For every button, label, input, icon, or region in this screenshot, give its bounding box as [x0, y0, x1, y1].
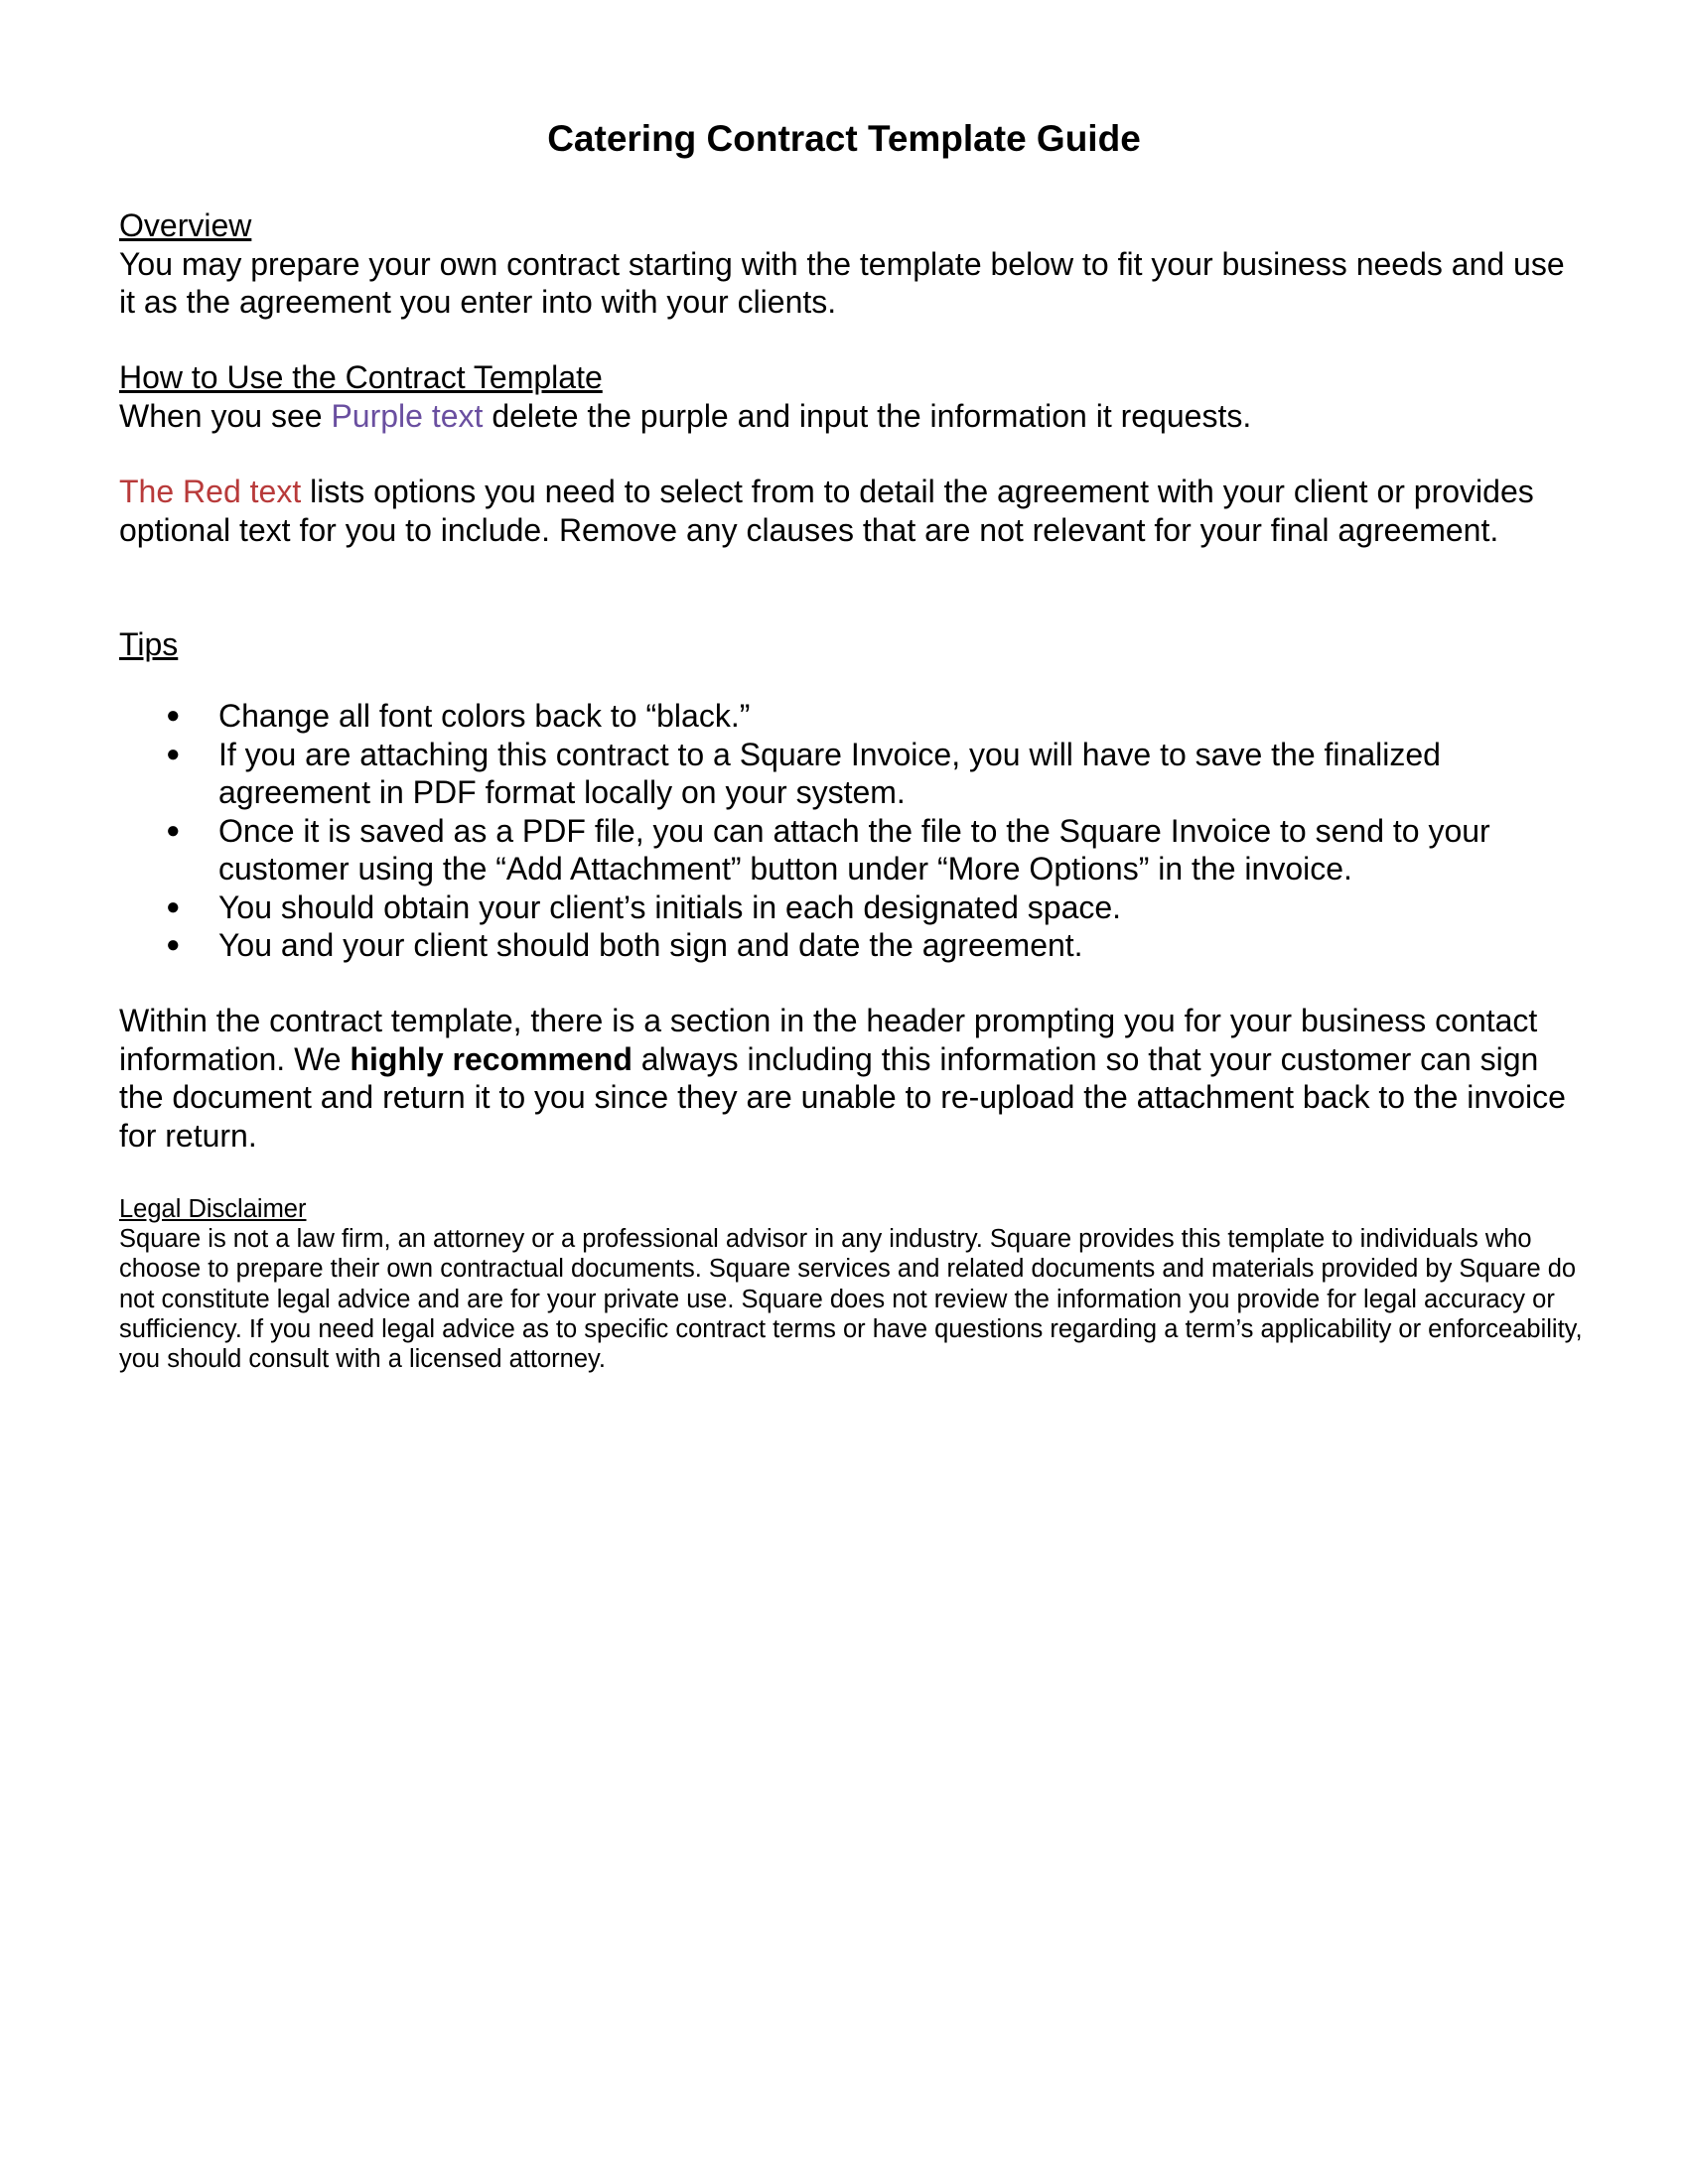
bullet-icon: ●: [166, 740, 181, 767]
red-rest-text: lists options you need to select from to detail the agreement with your client or provides optional text for you to include. Remove any clauses that are not relevant for your final agreement.: [119, 474, 1534, 548]
legal-disclaimer-text: Square is not a law firm, an attorney or a professional advisor in any industry. Square provides this template to individuals who choose to prepare their own contractual documents. Square services and related documents and materials provided by Square do not constitute legal advice and are for your private use. Square does not review the information you provide for legal accuracy or sufficiency. If you need legal advice as to specific contract terms or have questions regarding a term’s applicability or enforceability, you should consult with a licensed attorney.: [119, 1225, 1583, 1374]
purple-text-label: Purple text: [331, 397, 484, 434]
tip-text: Once it is saved as a PDF file, you can attach the file to the Square Invoice to send to your customer using the “Add Attachment” button under “More Options” in the invoice.: [218, 812, 1490, 887]
legal-disclaimer-section: [119, 1194, 1589, 1374]
how-to-use-section: [119, 358, 1589, 435]
purple-intro-text: When you see: [119, 397, 332, 434]
contact-text-bold: highly recommend: [350, 1040, 633, 1077]
bullet-icon: ●: [166, 816, 181, 844]
tips-heading-block: [119, 625, 1589, 664]
purple-rest-text: delete the purple and input the information it requests.: [483, 397, 1252, 434]
list-item: [119, 812, 1589, 888]
contact-info-paragraph: [119, 1002, 1589, 1155]
red-text-paragraph: [119, 473, 1589, 549]
contact-text-after: always including this information so that your customer can sign the document and return it to you since they are unable to re-upload the attachment back to the invoice for return.: [119, 1040, 1566, 1154]
list-item: [119, 697, 1589, 736]
tips-heading: Tips: [119, 626, 179, 662]
tip-text: If you are attaching this contract to a Square Invoice, you will have to save the finalized agreement in PDF format locally on your system.: [218, 736, 1441, 810]
bullet-icon: ●: [166, 702, 181, 729]
red-text-label: The Red text: [119, 474, 302, 509]
list-item: [119, 926, 1589, 965]
list-item: [119, 888, 1589, 927]
tip-text: You and your client should both sign and date the agreement.: [218, 927, 1083, 963]
overview-section: [119, 206, 1589, 322]
legal-disclaimer-heading: Legal Disclaimer: [119, 1195, 307, 1223]
how-to-use-heading: How to Use the Contract Template: [119, 359, 603, 395]
tip-text: Change all font colors back to “black.”: [218, 698, 751, 734]
contact-text-before: Within the contract template, there is a section in the header prompting you for your business contact information. We: [119, 1003, 1538, 1077]
overview-heading: Overview: [119, 207, 252, 243]
tip-text: You should obtain your client’s initials in each designated space.: [218, 888, 1122, 925]
bullet-icon: ●: [166, 931, 181, 958]
tips-list: [119, 697, 1589, 965]
document-title: Catering Contract Template Guide: [547, 118, 1141, 159]
bullet-icon: ●: [166, 892, 181, 920]
list-item: [119, 736, 1589, 812]
overview-text: You may prepare your own contract starting with the template below to fit your business needs and use it as the agreement you enter into with your clients.: [119, 245, 1565, 320]
